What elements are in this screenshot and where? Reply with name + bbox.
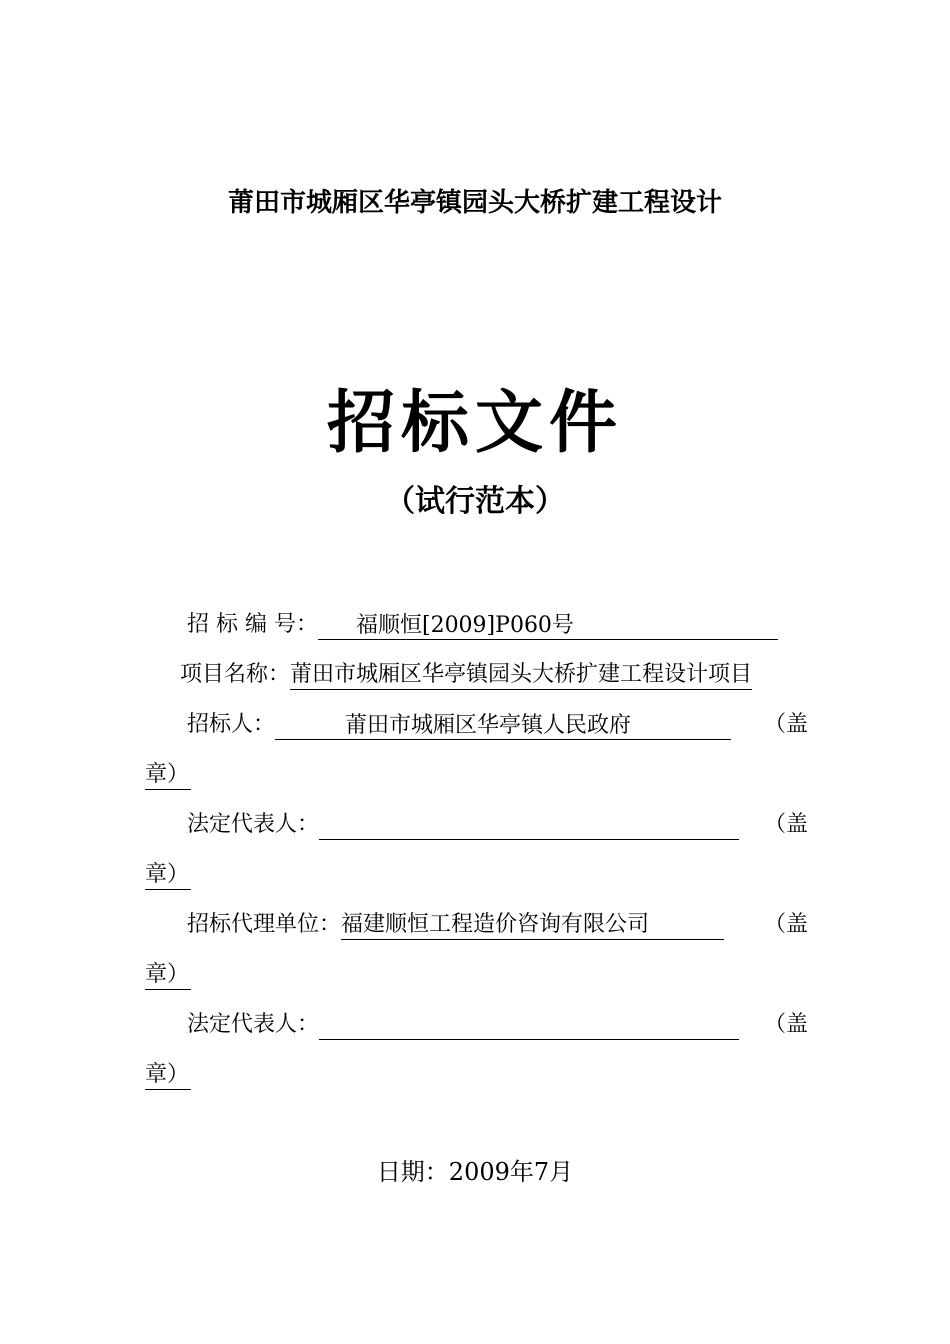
legal-rep-2-label: 法定代表人： xyxy=(187,1012,320,1037)
project-name-value: 莆田市城厢区华亭镇园头大桥扩建工程设计项目 xyxy=(290,661,752,690)
tenderer-seal-start: （盖 xyxy=(764,712,809,737)
legal-rep-1-seal-end-row xyxy=(145,860,191,890)
legal-rep-2-seal-end-row xyxy=(145,1060,191,1090)
legal-rep-2-row xyxy=(187,1010,739,1040)
tenderer-seal-end: 章） xyxy=(145,761,191,790)
tenderer-row xyxy=(187,710,731,740)
legal-rep-2-seal-start: （盖 xyxy=(764,1012,809,1037)
agency-row xyxy=(187,910,724,940)
project-name-row xyxy=(180,660,752,690)
legal-rep-1-row xyxy=(187,810,739,840)
legal-rep-2-seal-end: 章） xyxy=(145,1061,191,1090)
agency-value: 福建顺恒工程造价咨询有限公司 xyxy=(341,911,724,940)
legal-rep-1-seal-start: （盖 xyxy=(764,812,809,837)
agency-seal-end: 章） xyxy=(145,961,191,990)
tenderer-seal-end-row xyxy=(145,760,191,790)
legal-rep-2-value xyxy=(319,1011,739,1040)
date-line: 日期：2009年7月 xyxy=(376,1158,574,1186)
legal-rep-1-label: 法定代表人： xyxy=(187,812,320,837)
agency-label: 招标代理单位： xyxy=(187,912,342,937)
agency-seal-end-row xyxy=(145,960,191,990)
tenderer-label: 招标人： xyxy=(187,712,276,737)
bid-number-row xyxy=(187,610,778,640)
bid-number-value: 福顺恒[2009]P060号 xyxy=(318,612,778,640)
legal-rep-1-seal-end: 章） xyxy=(145,861,191,890)
document-subtitle: （试行范本） xyxy=(385,484,565,519)
agency-seal-start: （盖 xyxy=(764,912,809,937)
legal-rep-1-value xyxy=(319,811,739,840)
document-title: 招标文件 xyxy=(326,384,623,463)
tenderer-value: 莆田市城厢区华亭镇人民政府 xyxy=(275,712,731,740)
bid-number-label: 招 标 编 号： xyxy=(187,612,318,637)
project-name-label: 项目名称： xyxy=(180,662,291,687)
project-title: 莆田市城厢区华亭镇园头大桥扩建工程设计 xyxy=(227,188,722,218)
